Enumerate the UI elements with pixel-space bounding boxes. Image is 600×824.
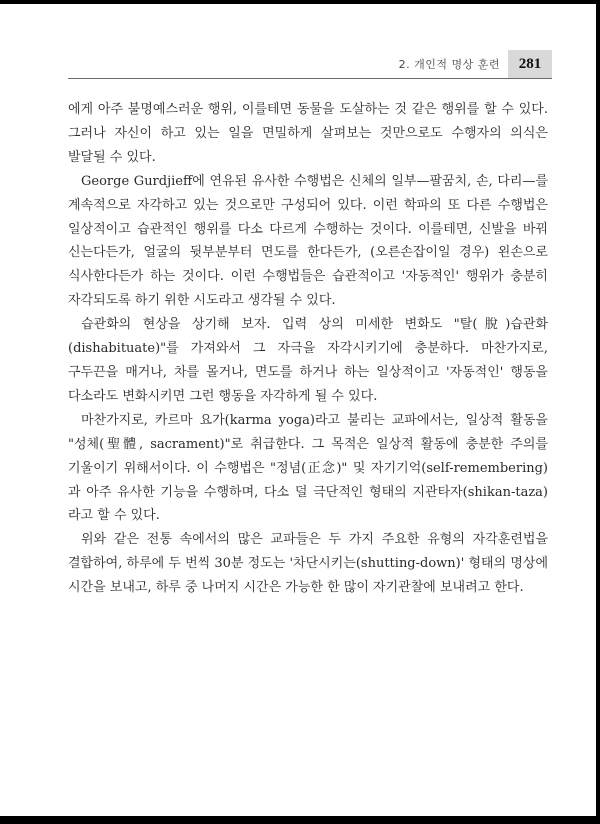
page-number: 281	[508, 50, 552, 78]
paragraph-habituation: 습관화의 현상을 상기해 보자. 입력 상의 미세한 변화도 "탈(脫)습관화(dishabituate)"를 가져와서 그 자극을 자각시키기에 충분하다. 마찬가지로, 구두끈을 매거나, 차를 몰거나, 면도를 하거나 하는 일상적이고 '자동적인' 행동을 다소라도 변화시키면 그런 행동을 자각하게 될 수 있다.	[68, 317, 548, 404]
paragraph-gurdjieff: George Gurdjieff에 연유된 유사한 수행법은 신체의 일부—팔꿈치, 손, 다리—를 계속적으로 자각하고 있는 것으로만 구성되어 있다. 이런 학파의 또 다른 수행법은 일상적이고 습관적인 행위를 다소 다르게 수행하는 것이다. 이를테면, 신발을 바꿔 신는다든가, 얼굴의 뒷부분부터 면도를 한다든가, (오른손잡이일 경우) 왼손으로 식사한다든가 하는 것이다. 이런 수행법들은 습관적이고 '자동적인' 행위가 충분히 자각되도록 하기 위한 시도라고 생각될 수 있다.	[68, 173, 548, 309]
chapter-title: 2. 개인적 명상 훈련	[398, 58, 500, 71]
paragraph-traditions: 위와 같은 전통 속에서의 많은 교파들은 두 가지 주요한 유형의 자각훈련법을 결합하여, 하루에 두 번씩 30분 정도는 '차단시키는(shutting-down)' 형태의 명상에 시간을 보내고, 하루 중 나머지 시간은 가능한 한 많이 자기관찰에 보내려고 한다.	[68, 532, 548, 596]
running-header	[68, 50, 552, 79]
paragraph-karma-yoga: 마찬가지로, 카르마 요가(karma yoga)라고 불리는 교파에서는, 일상적 활동을 "성체(聖體, sacrament)"로 취급한다. 그 목적은 일상적 활동에 충분한 주의를 기울이기 위해서이다. 이 수행법은 "정념(正念)" 및 자기기억(self-remembering)과 아주 유사한 기능을 수행하며, 다소 덜 극단적인 형태의 지관타자(shikan-taza)라고 할 수 있다.	[68, 412, 548, 524]
paragraph-continued: 에게 아주 불명예스러운 행위, 이를테면 동물을 도살하는 것 같은 행위를 할 수 있다. 그러나 자신이 하고 있는 일을 면밀하게 살펴보는 것만으로도 수행자의 의식은 발달될 수 있다.	[68, 102, 548, 165]
body-text	[68, 98, 548, 600]
book-page	[0, 4, 596, 816]
